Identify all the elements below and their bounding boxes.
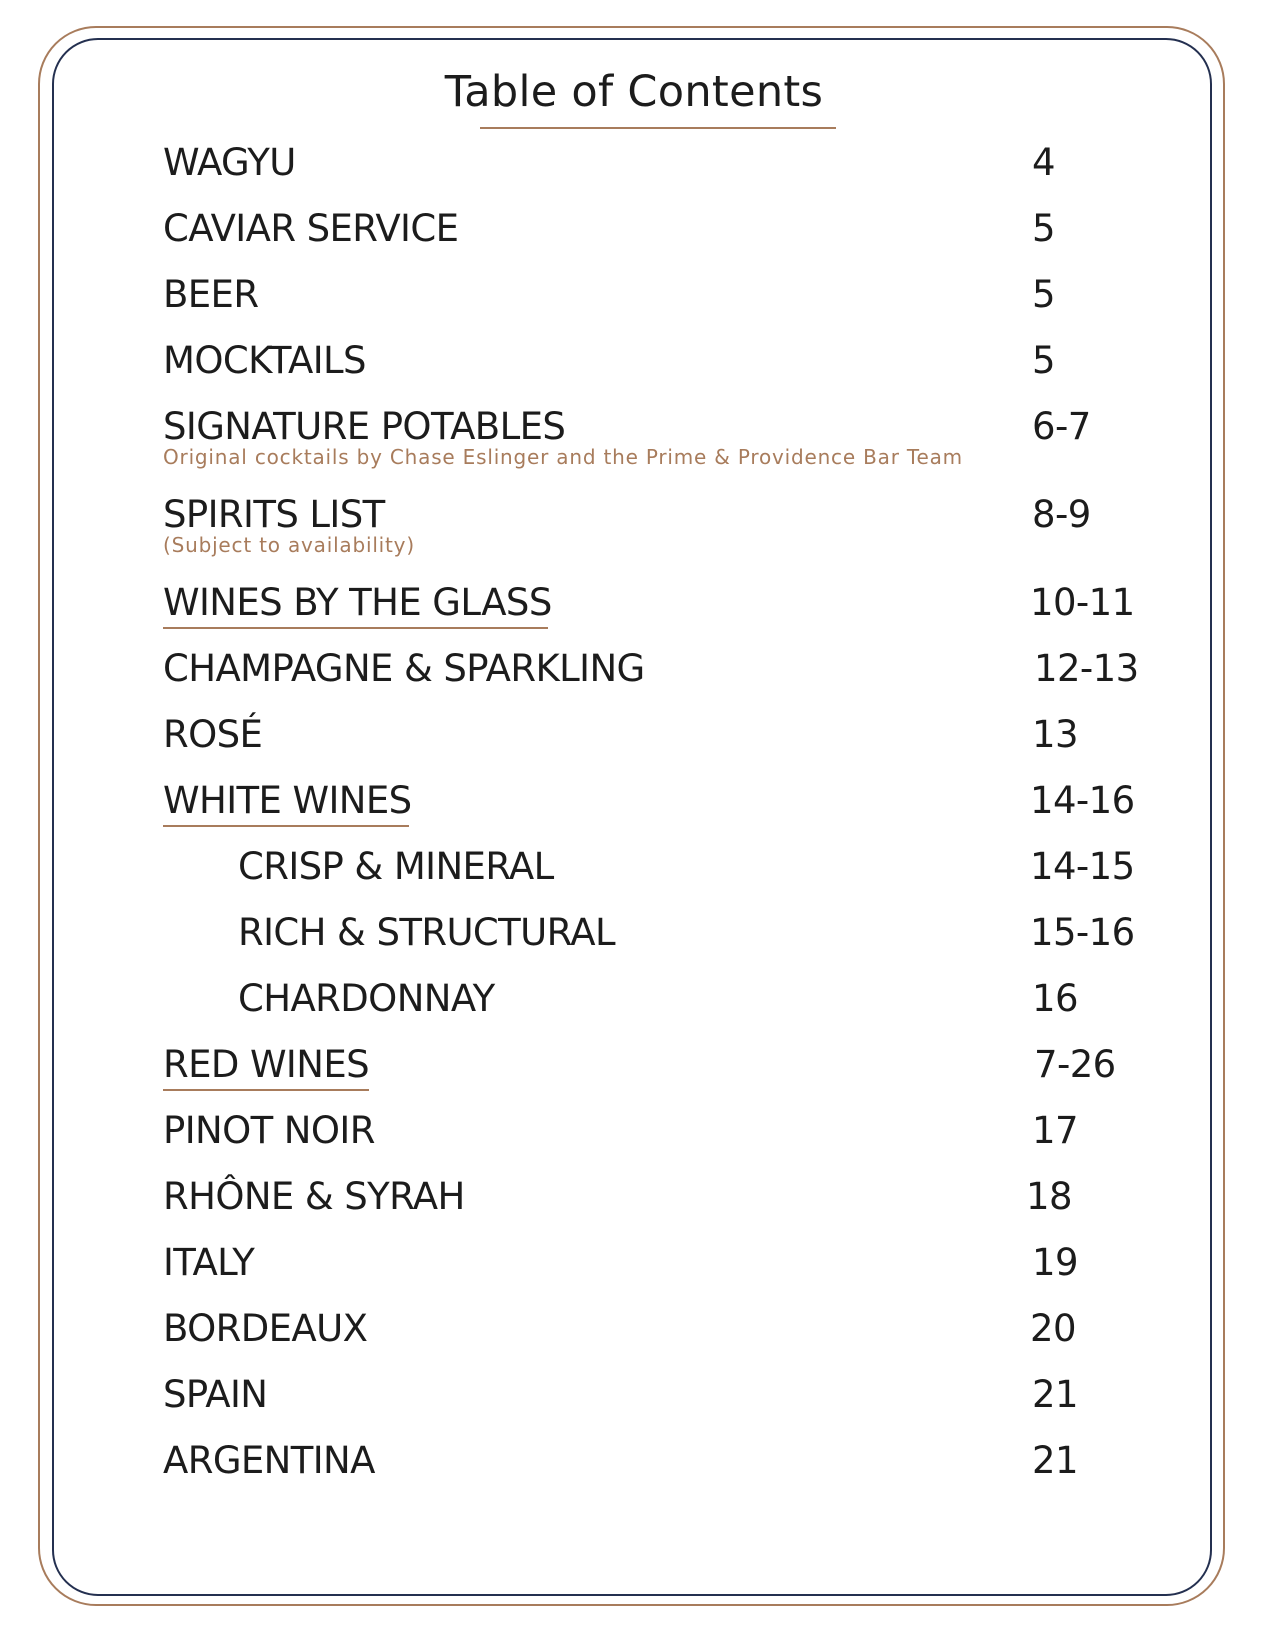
toc-entry-label: RHÔNE & SYRAH: [163, 1175, 465, 1218]
toc-entry-page: 15-16: [1030, 911, 1135, 954]
toc-entry-label: WHITE WINES: [163, 779, 412, 822]
toc-entry-label: PINOT NOIR: [163, 1109, 375, 1152]
toc-entry-page: 13: [1032, 713, 1078, 756]
section-underline: [163, 825, 409, 827]
toc-entry-page: 21: [1032, 1439, 1078, 1482]
toc-entry-label: SIGNATURE POTABLES: [163, 405, 566, 448]
toc-entry-mocktails[interactable]: [0, 336, 1268, 386]
toc-entry-wines-by-the-glass[interactable]: [0, 578, 1268, 628]
toc-entry-page: 5: [1032, 273, 1055, 316]
toc-entry-label: ITALY: [163, 1241, 255, 1284]
toc-entry-caviar-service[interactable]: [0, 204, 1268, 254]
toc-entry-label: WAGYU: [163, 141, 296, 184]
toc-entry-italy[interactable]: [0, 1238, 1268, 1288]
toc-entry-label: CHARDONNAY: [238, 977, 495, 1020]
toc-entry-subtitle: (Subject to availability): [163, 533, 415, 557]
toc-entry-page: 12-13: [1034, 647, 1139, 690]
toc-entry-label: CHAMPAGNE & SPARKLING: [163, 647, 645, 690]
title-underline: [480, 127, 836, 129]
toc-entry-page: 5: [1032, 339, 1055, 382]
page-title: Table of Contents: [444, 67, 824, 117]
toc-entry-page: 14-15: [1030, 845, 1135, 888]
toc-entry-label: RICH & STRUCTURAL: [238, 911, 615, 954]
toc-entry-label: CRISP & MINERAL: [238, 845, 554, 888]
toc-entry-pinot-noir[interactable]: [0, 1106, 1268, 1156]
toc-entry-label: RED WINES: [163, 1043, 369, 1086]
toc-entry-label: ARGENTINA: [163, 1439, 375, 1482]
toc-entry-bordeaux[interactable]: [0, 1304, 1268, 1354]
toc-entry-label: BEER: [163, 273, 259, 316]
toc-entry-page: 10-11: [1030, 581, 1135, 624]
toc-entry-label: SPAIN: [163, 1373, 268, 1416]
toc-entry-crisp-mineral[interactable]: [0, 842, 1268, 892]
toc-entry-label: SPIRITS LIST: [163, 493, 385, 536]
toc-entry-label: MOCKTAILS: [163, 339, 366, 382]
toc-entry-rhone-syrah[interactable]: [0, 1172, 1268, 1222]
toc-entry-spirits-list[interactable]: [0, 490, 1268, 557]
toc-entry-subtitle: Original cocktails by Chase Eslinger and the Prime & Providence Bar Team: [163, 445, 963, 469]
toc-entry-rich-structural[interactable]: [0, 908, 1268, 958]
toc-entry-red-wines[interactable]: [0, 1040, 1268, 1090]
toc-entry-page: 21: [1032, 1373, 1078, 1416]
toc-entry-page: 7-26: [1034, 1043, 1116, 1086]
toc-entry-champagne-sparkling[interactable]: [0, 644, 1268, 694]
toc-entry-page: 20: [1030, 1307, 1076, 1350]
toc-entry-chardonnay[interactable]: [0, 974, 1268, 1024]
toc-entry-argentina[interactable]: [0, 1436, 1268, 1486]
toc-entry-label: WINES BY THE GLASS: [163, 581, 552, 624]
toc-entry-page: 17: [1032, 1109, 1078, 1152]
toc-entry-white-wines[interactable]: [0, 776, 1268, 826]
toc-entry-page: 19: [1032, 1241, 1078, 1284]
toc-entry-page: 14-16: [1030, 779, 1135, 822]
toc-entry-label: BORDEAUX: [163, 1307, 368, 1350]
toc-entry-page: 5: [1032, 207, 1055, 250]
toc-entry-page: 4: [1032, 141, 1055, 184]
toc-entry-label: CAVIAR SERVICE: [163, 207, 459, 250]
toc-entry-signature-potables[interactable]: [0, 402, 1268, 469]
toc-entry-page: 6-7: [1032, 405, 1091, 448]
toc-entry-label: ROSÉ: [163, 713, 263, 756]
toc-entry-page: 18: [1026, 1175, 1072, 1218]
toc-entry-rose[interactable]: [0, 710, 1268, 760]
toc-entry-page: 8-9: [1032, 493, 1091, 536]
toc-entry-wagyu[interactable]: [0, 138, 1268, 188]
toc-entry-spain[interactable]: [0, 1370, 1268, 1420]
section-underline: [163, 627, 548, 629]
section-underline: [163, 1089, 369, 1091]
toc-entry-page: 16: [1032, 977, 1078, 1020]
toc-entry-beer[interactable]: [0, 270, 1268, 320]
